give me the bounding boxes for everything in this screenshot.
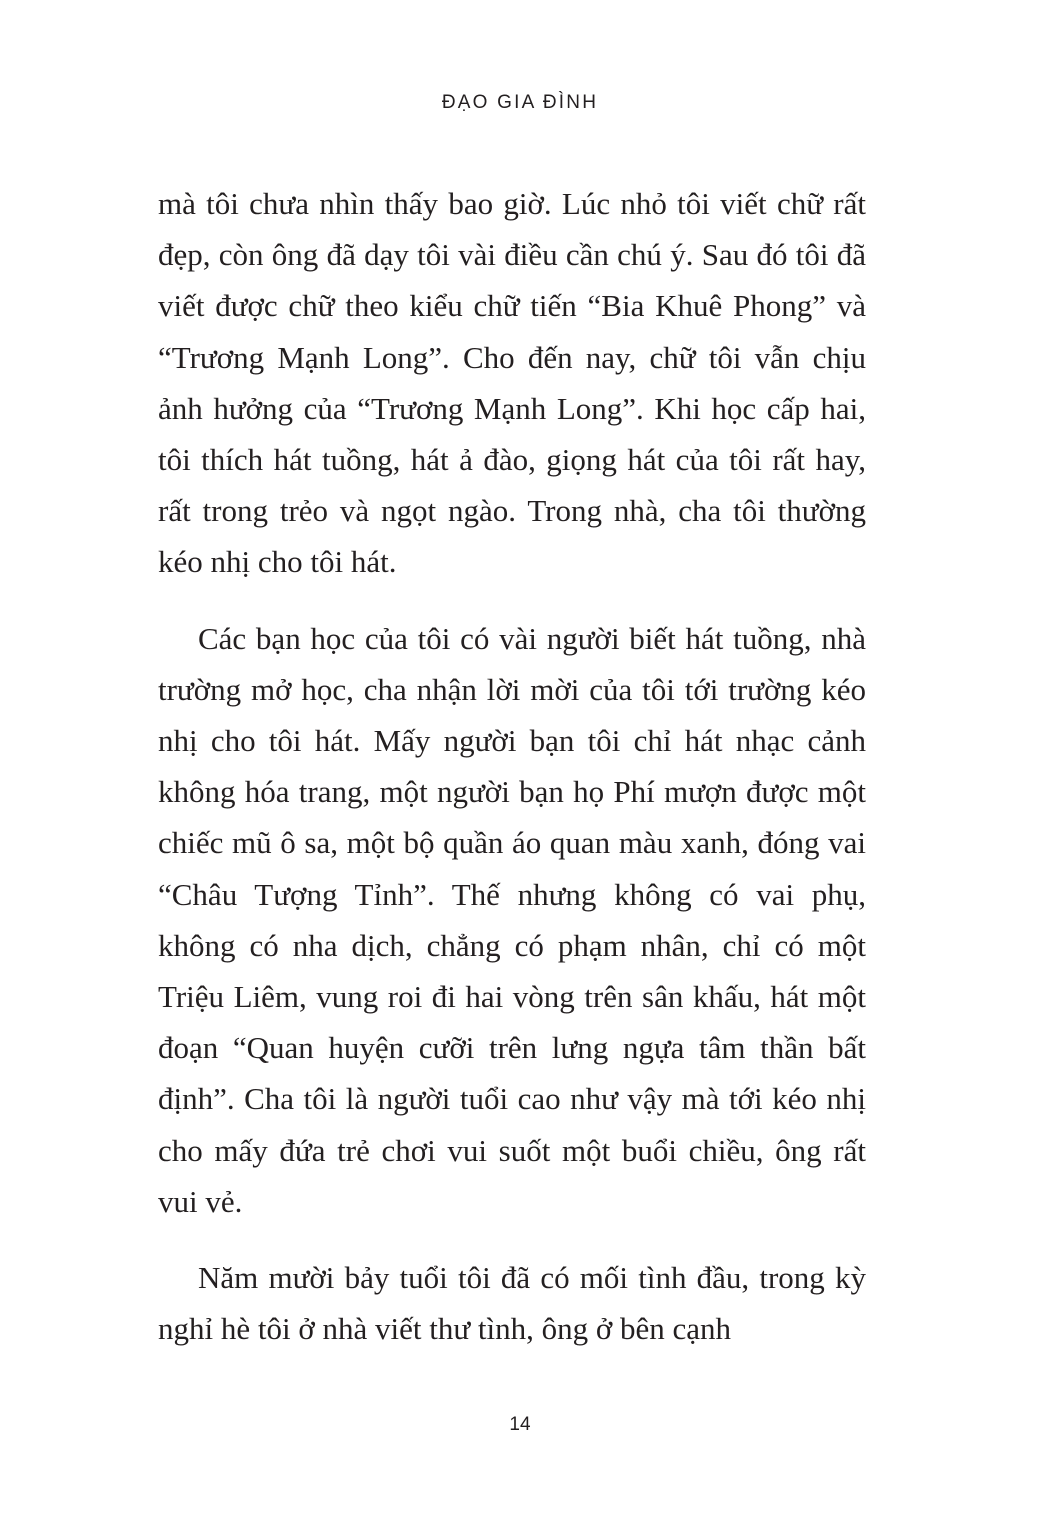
- paragraph-first-love: Năm mười bảy tuổi tôi đã có mối tình đầu, trong kỳ nghỉ hè tôi ở nhà viết thư tình, ông ở bên cạnh: [158, 1260, 866, 1347]
- running-header: ĐẠO GIA ĐÌNH: [441, 92, 599, 113]
- body-text: [158, 178, 866, 1354]
- page-number: 14: [509, 1414, 531, 1435]
- paragraph-school-performance: Các bạn học của tôi có vài người biết hát tuồng, nhà trường mở học, cha nhận lời mời của tôi tới trường kéo nhị cho tôi hát. Mấy người bạn tôi chỉ hát nhạc cảnh không hóa trang, một người bạn họ Phí mượn được một chiếc mũ ô sa, một bộ quần áo quan màu xanh, đóng vai “Châu Tượng Tỉnh”. Thế nhưng không có vai phụ, không có nha dịch, chẳng có phạm nhân, chỉ có một Triệu Liêm, vung roi đi hai vòng trên sân khấu, hát một đoạn “Quan huyện cưỡi trên lưng ngựa tâm thần bất định”. Cha tôi là người tuổi cao như vậy mà tới kéo nhị cho mấy đứa trẻ chơi vui suốt một buổi chiều, ông rất vui vẻ.: [158, 620, 866, 1219]
- paragraph-continuation: mà tôi chưa nhìn thấy bao giờ. Lúc nhỏ tôi viết chữ rất đẹp, còn ông đã dạy tôi vài điều cần chú ý. Sau đó tôi đã viết được chữ theo kiểu chữ tiến “Bia Khuê Phong” và “Trương Mạnh Long”. Cho đến nay, chữ tôi vẫn chịu ảnh hưởng của “Trương Mạnh Long”. Khi học cấp hai, tôi thích hát tuồng, hát ả đào, giọng hát của tôi rất hay, rất trong trẻo và ngọt ngào. Trong nhà, cha tôi thường kéo nhị cho tôi hát.: [158, 186, 866, 580]
